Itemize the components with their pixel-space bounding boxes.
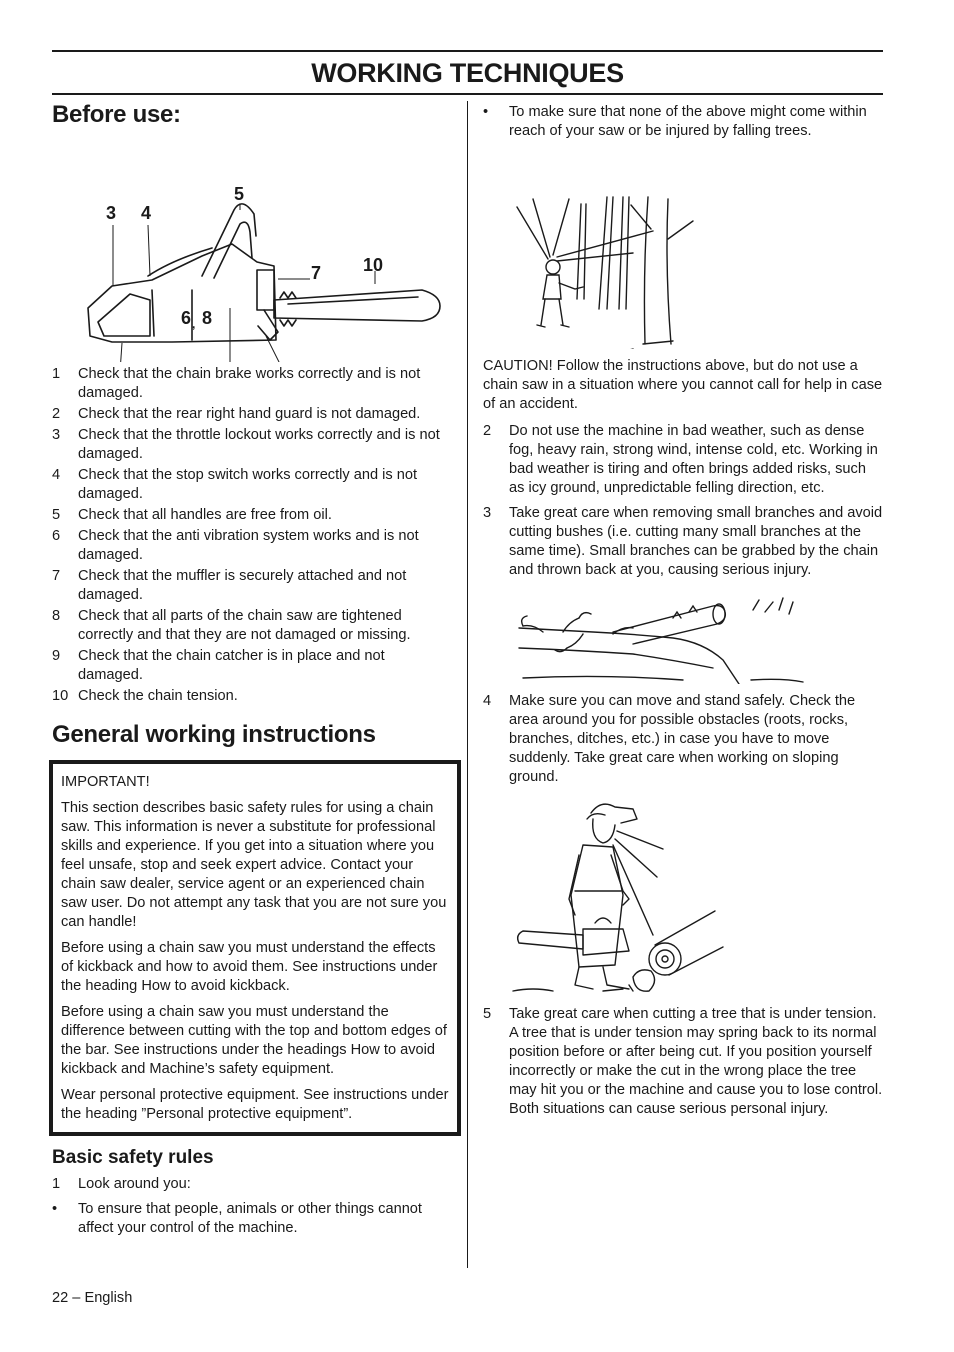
safety-list-2-3 bbox=[483, 422, 885, 580]
list-item: 4 Make sure you can move and stand safely. Check the area around you for possible obstacles (roots, rocks, branches, ditches, etc.) in case you have to move suddenly. Take great care when working on sloping ground. bbox=[483, 693, 856, 785]
important-paragraph: Wear personal protective equipment. See instructions under the heading ”Personal protective equipment”. bbox=[61, 1087, 449, 1122]
list-item: 2 Check that the rear right hand guard is not damaged. bbox=[52, 406, 421, 422]
left-column bbox=[52, 100, 452, 1240]
basic-safety-list bbox=[52, 1175, 452, 1238]
list-item: 3 Take great care when removing small branches and avoid cutting bushes (i.e. cutting many small branches at the same time). Small branches can be grabbed by the chain and thrown back at you, causing serious injury. bbox=[483, 505, 883, 578]
list-item: 1 Check that the chain brake works correctly and is not damaged. bbox=[52, 366, 421, 401]
right-column bbox=[483, 103, 885, 1121]
label-10: 10 bbox=[363, 255, 384, 275]
label-6: 6 bbox=[181, 308, 192, 328]
important-paragraph: Before using a chain saw you must understand the effects of kickback and how to avoid them. See instructions under the heading How to avoid kickback. bbox=[61, 940, 438, 994]
bullet-item: • To ensure that people, animals or other things cannot affect your control of the machine. bbox=[52, 1201, 422, 1236]
list-item: 6 Check that the anti vibration system works and is not damaged. bbox=[52, 528, 419, 563]
list-item: 2 Do not use the machine in bad weather, such as dense fog, heavy rain, strong wind, intense cold, etc. Working in bad weather is tiring and often brings added risks, such as icy ground, unpredictable felling direction, etc. bbox=[483, 423, 878, 496]
important-notice-box bbox=[49, 760, 461, 1136]
list-item: 9 Check that the chain catcher is in place and not damaged. bbox=[52, 648, 385, 683]
important-paragraph: This section describes basic safety rules for using a chain saw. This information is never a substitute for professional skills and experience. If you get into a situation where you feel unsafe, stop and seek expert advice. Contact your chain saw dealer, service agent or an experienced chain saw user. Do not attempt any task that you are not sure you can handle! bbox=[61, 800, 447, 930]
important-paragraph: Before using a chain saw you must understand the difference between cutting with the top and bottom edges of the bar. See instructions under the headings How to avoid kickback and Machine’s safety equipment. bbox=[61, 1004, 447, 1077]
column-divider bbox=[467, 101, 468, 1268]
safety-list-4 bbox=[483, 692, 885, 787]
chainsaw-diagram bbox=[52, 140, 452, 362]
worker-log-illustration bbox=[483, 795, 885, 999]
list-item: 5 Take great care when cutting a tree that is under tension. A tree that is under tension may spring back to its normal position before or after being cut. If you position yourself incorrectly or make the cut in the wrong place the tree may hit you or the machine and cause you to lose control. Both situations can cause serious personal injury. bbox=[483, 1006, 883, 1117]
important-label: IMPORTANT! bbox=[61, 774, 150, 790]
general-instructions-heading: General working instructions bbox=[52, 721, 376, 748]
label-4: 4 bbox=[141, 203, 152, 223]
safety-list-5 bbox=[483, 1005, 885, 1119]
list-item: 8 Check that all parts of the chain saw are tightened correctly and that they are not damaged or missing. bbox=[52, 608, 411, 643]
label-7: 7 bbox=[311, 263, 322, 283]
page-title: WORKING TECHNIQUES bbox=[311, 58, 624, 88]
before-use-heading: Before use: bbox=[52, 101, 181, 128]
bullet-list bbox=[483, 103, 885, 141]
list-item: 5 Check that all handles are free from oil. bbox=[52, 507, 332, 523]
caution-paragraph: CAUTION! Follow the instructions above, but do not use a chain saw in a situation where you cannot call for help in case of an accident. bbox=[483, 358, 883, 412]
list-item: 10 Check the chain tension. bbox=[52, 688, 238, 704]
before-use-list bbox=[52, 365, 452, 706]
forest-safety-illustration bbox=[483, 149, 885, 349]
basic-safety-heading: Basic safety rules bbox=[52, 1147, 214, 1168]
label-8: 8 bbox=[202, 308, 213, 328]
list-item: 1 Look around you: bbox=[52, 1176, 191, 1192]
page-footer: 22 – English bbox=[52, 1290, 133, 1306]
label-5: 5 bbox=[234, 184, 245, 204]
title-rule bbox=[52, 93, 883, 95]
list-item: 4 Check that the stop switch works correctly and is not damaged. bbox=[52, 467, 418, 502]
bullet-item: • To make sure that none of the above might come within reach of your saw or be injured by falling trees. bbox=[483, 104, 867, 139]
list-item: 7 Check that the muffler is securely attached and not damaged. bbox=[52, 568, 407, 603]
top-rule bbox=[52, 50, 883, 52]
label-3: 3 bbox=[106, 203, 117, 223]
label-comma: , bbox=[192, 317, 196, 331]
branches-illustration bbox=[483, 588, 885, 684]
list-item: 3 Check that the throttle lockout works correctly and is not damaged. bbox=[52, 427, 440, 462]
